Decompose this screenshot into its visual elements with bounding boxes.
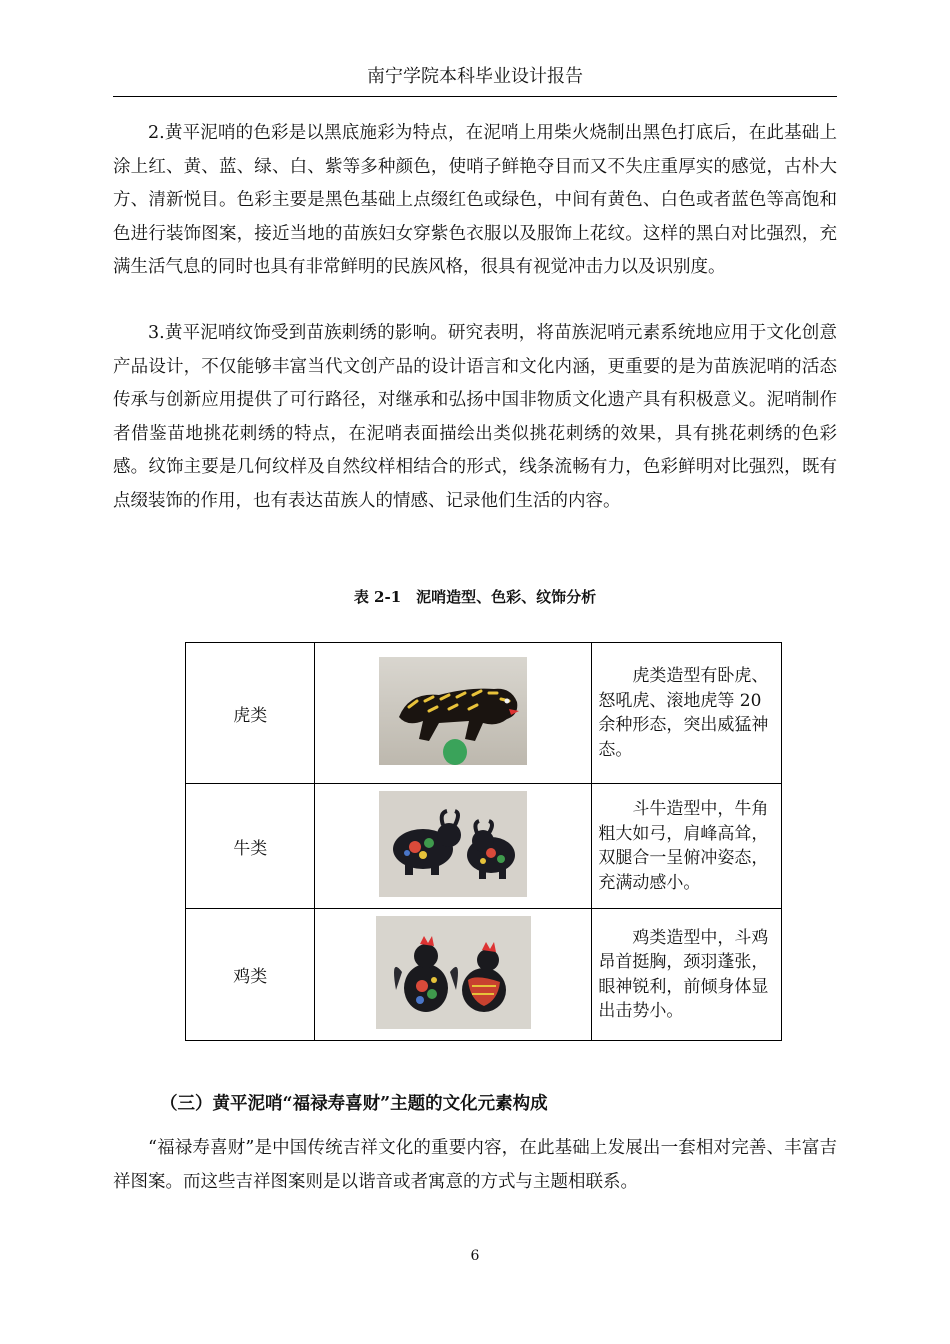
description-cell: 虎类造型有卧虎、怒吼虎、滚地虎等 20 余种形态，突出威猛神态。 bbox=[592, 643, 782, 784]
category-cell: 鸡类 bbox=[186, 909, 315, 1041]
table-row bbox=[186, 909, 782, 1041]
rooster-whistle-photo bbox=[376, 916, 531, 1029]
table-row bbox=[186, 643, 782, 784]
photo-cell bbox=[315, 784, 592, 909]
paragraph-pattern: 3.黄平泥哨纹饰受到苗族刺绣的影响。研究表明，将苗族泥哨元素系统地应用于文化创意产品设计，不仅能够丰富当代文创产品的设计语言和文化内涵，更重要的是为苗族泥哨的活态传承与创新应用提供了可行路径，对继承和弘扬中国非物质文化遗产具有积极意义。泥哨制作者借鉴苗地挑花刺绣的特点，在泥哨表面描绘出类似挑花刺绣的效果，具有挑花刺绣的色彩感。纹饰主要是几何纹样及自然纹样相结合的形式，线条流畅有力，色彩鲜明对比强烈，既有点缀装饰的作用，也有表达苗族人的情感、记录他们生活的内容。 bbox=[113, 323, 837, 511]
header-title: 南宁学院本科毕业设计报告 bbox=[367, 66, 583, 87]
page-number: 6 bbox=[470, 1248, 480, 1264]
ox-whistle-photo bbox=[379, 791, 527, 897]
analysis-table bbox=[185, 642, 782, 1041]
photo-cell bbox=[315, 909, 592, 1041]
table-row bbox=[186, 784, 782, 909]
description-cell: 斗牛造型中，牛角粗大如弓，肩峰高耸，双腿合一呈俯冲姿态，充满动感小。 bbox=[592, 784, 782, 909]
description-cell: 鸡类造型中，斗鸡昂首挺胸，颈羽蓬张，眼神锐利，前倾身体显出击势小。 bbox=[592, 909, 782, 1041]
section-heading: （三）黄平泥哨“福禄寿喜财”主题的文化元素构成 bbox=[160, 1094, 548, 1114]
category-cell: 虎类 bbox=[186, 643, 315, 784]
paragraph-color: 2.黄平泥哨的色彩是以黑底施彩为特点，在泥哨上用柴火烧制出黑色打底后，在此基础上涂上红、黄、蓝、绿、白、紫等多种颜色，使哨子鲜艳夺目而又不失庄重厚实的感觉，古朴大方、清新悦目。色彩主要是黑色基础上点缀红色或绿色，中间有黄色、白色或者蓝色等高饱和色进行装饰图案，接近当地的苗族妇女穿紫色衣服以及服饰上花纹。这样的黑白对比强烈，充满生活气息的同时也具有非常鲜明的民族风格，很具有视觉冲击力以及识别度。 bbox=[113, 123, 837, 277]
category-cell: 牛类 bbox=[186, 784, 315, 909]
photo-cell bbox=[315, 643, 592, 784]
tiger-whistle-photo bbox=[379, 657, 527, 765]
paragraph-auspicious: “福禄寿喜财”是中国传统吉祥文化的重要内容，在此基础上发展出一套相对完善、丰富吉祥图案。而这些吉祥图案则是以谐音或者寓意的方式与主题相联系。 bbox=[113, 1138, 837, 1192]
table-caption: 表 2-1 泥哨造型、色彩、纹饰分析 bbox=[353, 588, 597, 606]
page-header bbox=[113, 62, 837, 97]
